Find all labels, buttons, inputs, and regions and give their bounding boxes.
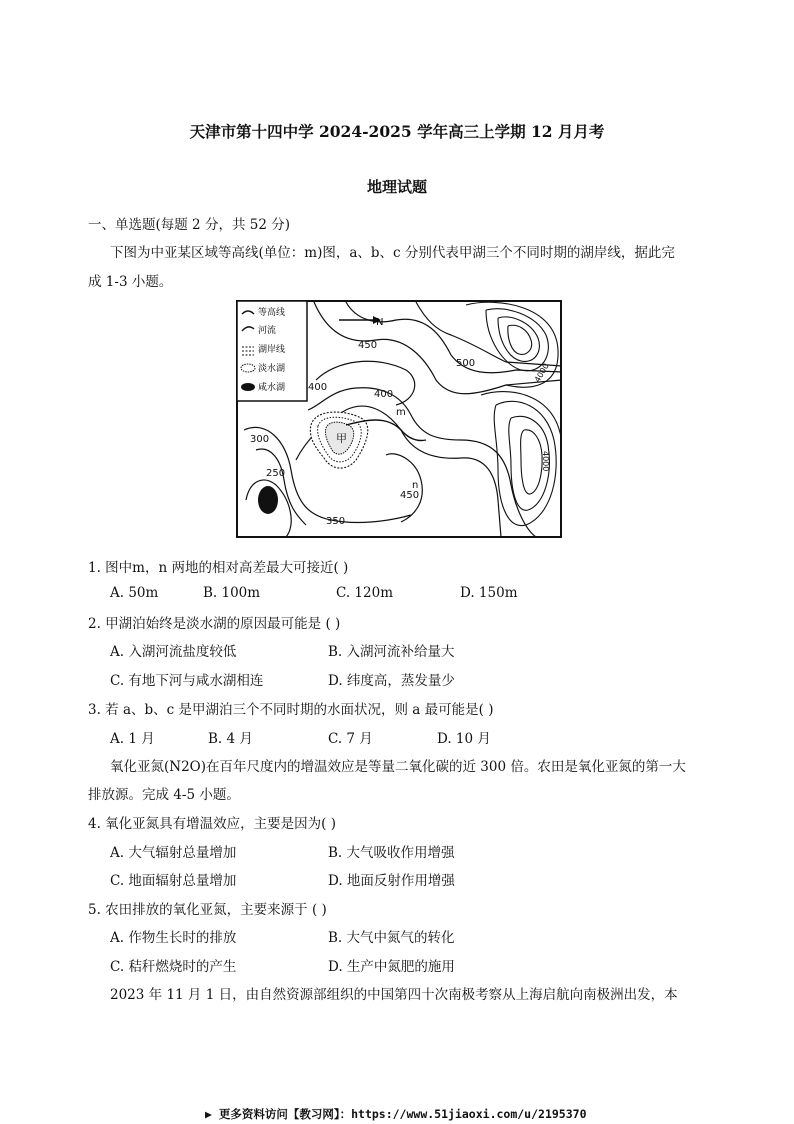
intro-2-line-1: 氧化亚氮(N2O)在百年尺度内的增温效应是等量二氧化碳的近 300 倍。农田是氧化亚氮的第一大 — [110, 759, 686, 775]
question-5-option-c[interactable]: C. 秸秆燃烧时的产生 — [110, 959, 237, 975]
question-4-option-b[interactable]: B. 大气吸收作用增强 — [328, 845, 455, 861]
label-4000-top: 4000 — [532, 361, 551, 384]
question-2-option-c[interactable]: C. 有地下河与咸水湖相连 — [110, 673, 264, 689]
footer-link[interactable]: ▶ 更多资料访问【教习网】：https://www.51jiaoxi.com/u/2195370 — [205, 1107, 587, 1121]
label-500: 500 — [456, 358, 476, 369]
label-m: m — [396, 407, 406, 418]
question-4-stem: 4. 氧化亚氮具有增温效应，主要是因为( ) — [88, 816, 336, 832]
question-1-option-b[interactable]: B. 100m — [203, 585, 261, 601]
question-1-stem: 1. 图中m，n 两地的相对高差最大可接近( ) — [88, 560, 349, 576]
freshwater-lake-legend-icon — [241, 364, 255, 372]
question-3-option-c[interactable]: C. 7 月 — [328, 731, 373, 747]
label-400-mid: 400 — [374, 389, 394, 400]
legend-label-shoreline: 湖岸线 — [258, 345, 286, 355]
legend-label-freshwater: 淡水湖 — [258, 364, 286, 374]
section-heading: 一、单选题(每题 2 分，共 52 分) — [88, 217, 290, 233]
label-450-top: 450 — [358, 340, 378, 351]
label-250: 250 — [266, 468, 286, 479]
salt-lake — [258, 486, 278, 514]
question-5-stem: 5. 农田排放的氧化亚氮，主要来源于 ( ) — [88, 902, 327, 918]
label-400-left: 400 — [308, 382, 328, 393]
question-3-option-d[interactable]: D. 10 月 — [437, 731, 491, 747]
question-3-option-a[interactable]: A. 1 月 — [110, 731, 155, 747]
question-4-option-c[interactable]: C. 地面辐射总量增加 — [110, 873, 237, 889]
legend-label-river: 河流 — [258, 326, 277, 336]
saltwater-lake-legend-icon — [241, 383, 255, 391]
label-350: 350 — [326, 516, 346, 527]
question-4-option-d[interactable]: D. 地面反射作用增强 — [328, 873, 455, 889]
question-3-stem: 3. 若 a、b、c 是甲湖泊三个不同时期的水面状况，则 a 最可能是( ) — [88, 702, 494, 718]
question-5-option-a[interactable]: A. 作物生长时的排放 — [110, 930, 237, 946]
question-2-option-b[interactable]: B. 入湖河流补给量大 — [328, 644, 455, 660]
intro-3-line-1: 2023 年 11 月 1 日，由自然资源部组织的中国第四十次南极考察从上海启航向南极洲出发，本 — [110, 987, 678, 1003]
intro-2-line-2: 排放源。完成 4-5 小题。 — [88, 787, 240, 803]
intro-1-line-1: 下图为中亚某区域等高线(单位：m)图，a、b、c 分别代表甲湖三个不同时期的湖岸线，据此完 — [110, 245, 675, 261]
label-n: n — [412, 480, 419, 491]
question-2-option-d[interactable]: D. 纬度高，蒸发量少 — [328, 673, 455, 689]
question-3-option-b[interactable]: B. 4 月 — [208, 731, 253, 747]
intro-1-line-2: 成 1-3 小题。 — [88, 274, 173, 290]
question-5-option-d[interactable]: D. 生产中氮肥的施用 — [328, 959, 455, 975]
page-title: 天津市第十四中学 2024-2025 学年高三上学期 12 月月考 — [189, 122, 605, 141]
label-450-bottom: 450 — [400, 490, 420, 501]
north-label: N — [376, 317, 384, 328]
question-1-option-c[interactable]: C. 120m — [336, 585, 393, 601]
question-2-option-a[interactable]: A. 入湖河流盐度较低 — [110, 644, 237, 660]
label-4000-right: 4000 — [541, 451, 550, 472]
question-1-option-d[interactable]: D. 150m — [460, 585, 518, 601]
question-5-option-b[interactable]: B. 大气中氮气的转化 — [328, 930, 455, 946]
question-2-stem: 2. 甲湖泊始终是淡水湖的原因最可能是 ( ) — [88, 616, 341, 632]
contour-map — [236, 300, 562, 538]
page-subtitle: 地理试题 — [366, 178, 427, 196]
label-lake-jia: 甲 — [336, 432, 347, 445]
question-4-option-a[interactable]: A. 大气辐射总量增加 — [110, 845, 237, 861]
question-1-option-a[interactable]: A. 50m — [110, 585, 159, 601]
label-300: 300 — [250, 434, 270, 445]
legend-label-saltwater: 咸水湖 — [258, 383, 286, 393]
legend-label-contour: 等高线 — [258, 308, 286, 318]
